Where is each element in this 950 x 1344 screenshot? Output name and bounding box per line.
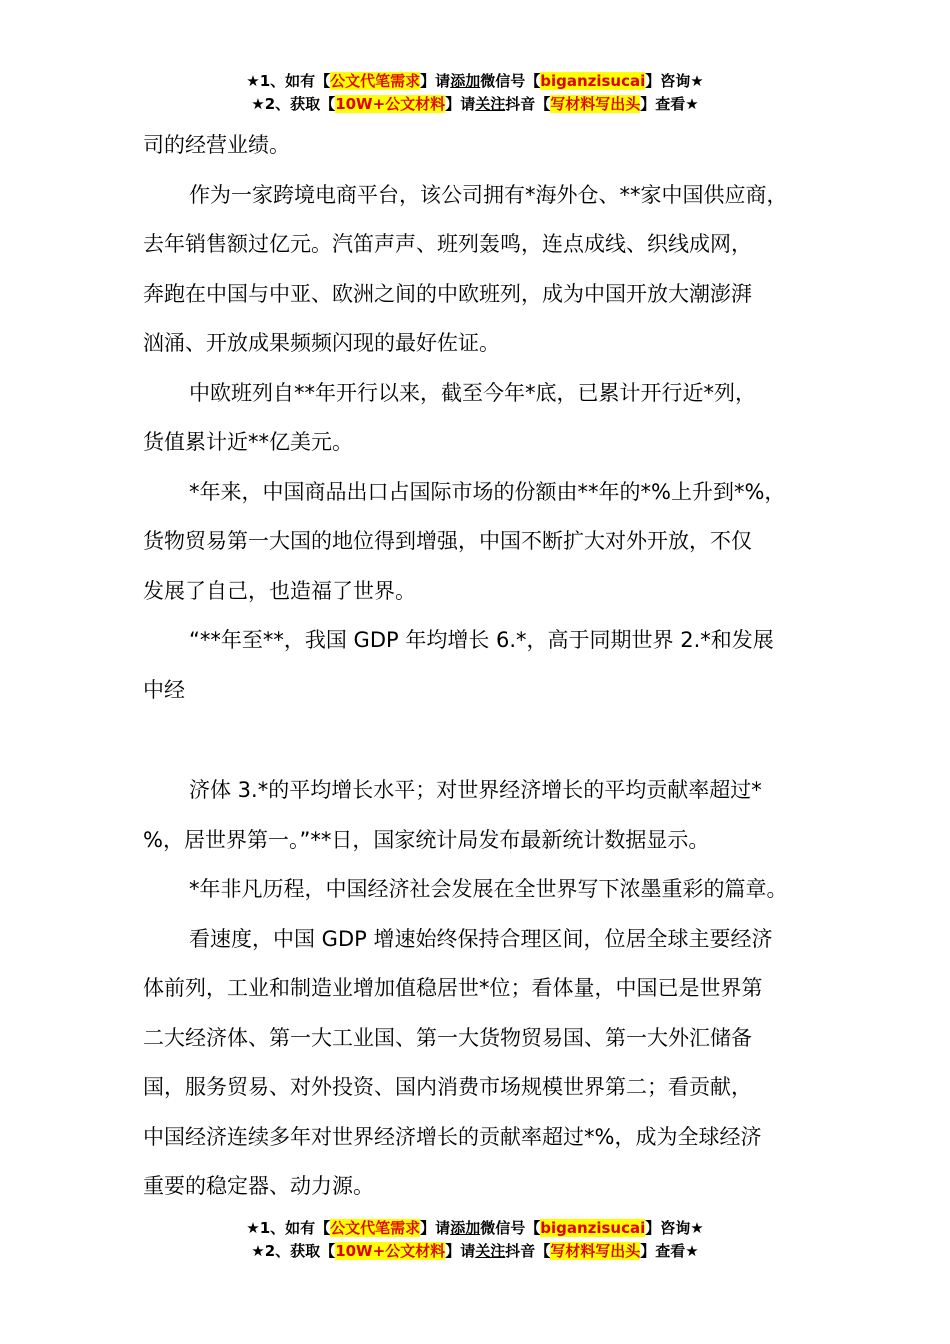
banner-line-2-text: 】请: [445, 1242, 476, 1260]
body-text-page-1: [143, 121, 833, 715]
text-line: “**年至**，我国 GDP 年均增长 6.*，高于同期世界 2.*和发展: [189, 628, 774, 652]
text-line: 去年销售额过亿元。汽笛声声、班列轰鸣，连点成线、织线成网，: [143, 232, 752, 256]
banner-highlight-wechat: biganzisucai: [540, 72, 646, 90]
banner-line-2-text: 】请: [445, 95, 476, 113]
header-banner: [0, 70, 950, 116]
banner-line-1-suffix: 】咨询★: [645, 1219, 704, 1237]
banner-line-2-prefix: ★2、获取【: [251, 1242, 336, 1260]
text-line: 二大经济体、第一大工业国、第一大货物贸易国、第一大外汇储备: [143, 1025, 752, 1050]
banner-line-1-suffix: 】咨询★: [645, 72, 704, 90]
text-line: 体前列，工业和制造业增加值稳居世*位；看体量，中国已是世界第: [143, 976, 763, 1000]
banner-line-2-text-2: 抖音【: [505, 1242, 551, 1260]
text-line: 中经: [143, 677, 185, 702]
text-line: 重要的稳定器、动力源。: [143, 1174, 374, 1198]
banner-line-2-suffix: 】查看★: [640, 1242, 699, 1260]
text-line: 看速度，中国 GDP 增速始终保持合理区间，位居全球主要经济: [189, 926, 773, 951]
text-line: *年非凡历程，中国经济社会发展在全世界写下浓墨重彩的篇章。: [189, 877, 788, 901]
banner-line-1-prefix: ★1、如有【: [246, 1219, 331, 1237]
banner-highlight-materials: 10W+公文材料: [335, 1242, 446, 1260]
banner-highlight-douyin: 写材料写出头: [550, 95, 641, 113]
text-line: 国，服务贸易、对外投资、国内消费市场规模世界第二；看贡献，: [143, 1075, 752, 1099]
banner-line-2-emphasis: 关注: [475, 1242, 506, 1260]
banner-highlight-service: 公文代笔需求: [330, 72, 421, 90]
footer-banner: [0, 1217, 950, 1263]
banner-highlight-service: 公文代笔需求: [330, 1219, 421, 1237]
text-line: 中欧班列自**年开行以来，截至今年*底，已累计开行近*列，: [189, 380, 756, 405]
text-line: 司的经营业绩。: [143, 133, 290, 157]
banner-line-1-text: 】请: [420, 72, 451, 90]
text-line: %，居世界第一。”**日，国家统计局发布最新统计数据显示。: [143, 827, 710, 852]
banner-line-1-emphasis: 添加: [450, 1219, 481, 1237]
banner-line-2-text-2: 抖音【: [505, 95, 551, 113]
banner-highlight-douyin: 写材料写出头: [550, 1242, 641, 1260]
body-text-page-2: [143, 766, 833, 1212]
banner-highlight-wechat: biganzisucai: [540, 1219, 646, 1237]
text-line: 货物贸易第一大国的地位得到增强，中国不断扩大对外开放，不仅: [143, 529, 752, 553]
banner-line-1-text-2: 微信号【: [480, 72, 541, 90]
banner-line-2-suffix: 】查看★: [640, 95, 699, 113]
banner-line-1-text: 】请: [420, 1219, 451, 1237]
banner-line-2-prefix: ★2、获取【: [251, 95, 336, 113]
banner-line-1: [0, 1217, 950, 1240]
text-line: 汹涌、开放成果频频闪现的最好佐证。: [143, 331, 500, 355]
banner-line-1-prefix: ★1、如有【: [246, 72, 331, 90]
banner-line-2-emphasis: 关注: [475, 95, 506, 113]
text-line: 奔跑在中国与中亚、欧洲之间的中欧班列，成为中国开放大潮澎湃: [143, 281, 752, 306]
text-line: 济体 3.*的平均增长水平；对世界经济增长的平均贡献率超过*: [189, 778, 762, 802]
banner-line-1: [0, 70, 950, 93]
banner-line-2: [0, 93, 950, 116]
text-line: 中国经济连续多年对世界经济增长的贡献率超过*%，成为全球经济: [143, 1124, 762, 1149]
text-line: 货值累计近**亿美元。: [143, 430, 353, 454]
text-line: *年来，中国商品出口占国际市场的份额由**年的*%上升到*%，: [189, 479, 786, 504]
banner-highlight-materials: 10W+公文材料: [335, 95, 446, 113]
banner-line-1-emphasis: 添加: [450, 72, 481, 90]
text-line: 作为一家跨境电商平台，该公司拥有*海外仓、**家中国供应商，: [189, 182, 788, 207]
banner-line-2: [0, 1240, 950, 1263]
text-line: 发展了自己，也造福了世界。: [143, 578, 416, 603]
banner-line-1-text-2: 微信号【: [480, 1219, 541, 1237]
